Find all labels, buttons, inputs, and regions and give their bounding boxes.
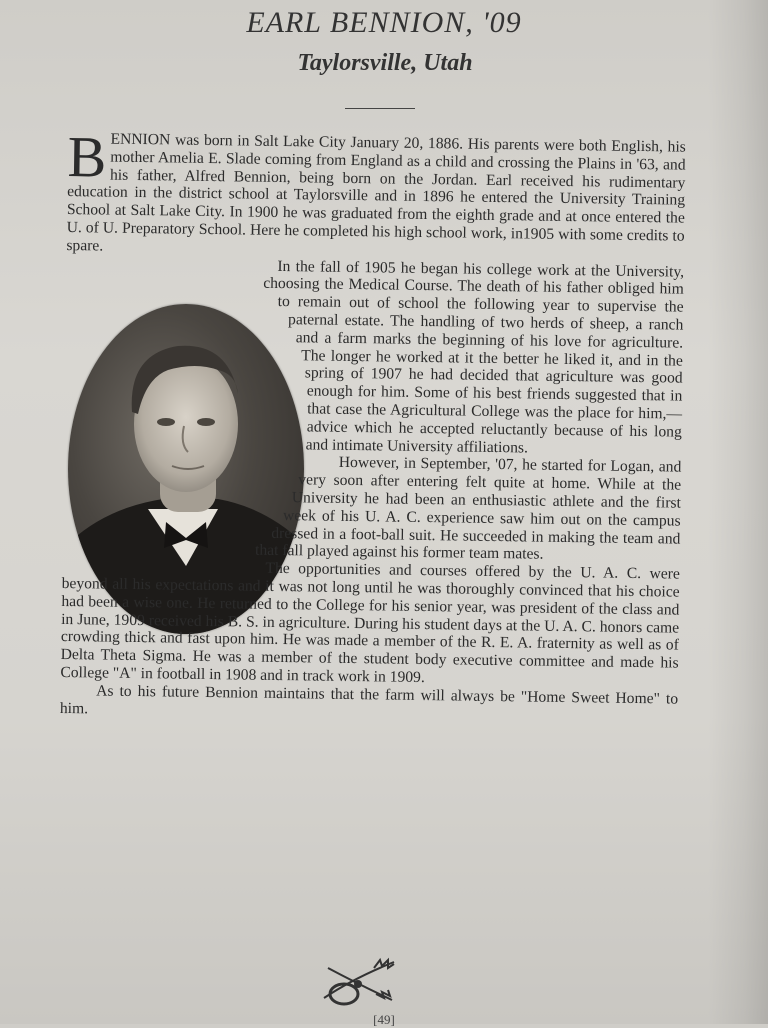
page-subtitle: Taylorsville, Utah xyxy=(297,50,473,76)
paragraph-2: In the fall of 1905 he began his college work at the University, choosing the Medical Course. The death of his father obliged him to remain out of school the following year to supervise the paternal estate. The handling of two herds of sheep, a ranch and a farm marks the beginning of his love for agriculture. The longer he worked at it the better he liked it, and in the spring of 1907 he had decided that agriculture was good enough for him. Some of his best friends suggested that in that case the Agricultural College was the place for him,—advice which he accepted reluctantly because of his long and intimate University affiliations. xyxy=(263,257,685,456)
page-shadow xyxy=(708,0,768,1024)
page-title: EARL BENNION, '09 xyxy=(246,6,522,39)
title-divider xyxy=(345,108,415,109)
paragraph-4: The opportunities and courses offered by the U. A. C. were beyond all his expectations and it was not long until he was thoroughly convinced that his choice had been a wise one. He returned to the College for his senior year, was president of the class and in June, 1909 received his B. S. in agriculture. During his student days at the U. A. C. honors came crowding thick and fast upon him. He was made a member of the R. E. A. fraternity as well as of Delta Theta Sigma. He was a member of the student body executive committee and made his College "A" in football in 1908 and in track work in 1909. xyxy=(60,559,680,686)
biography-text xyxy=(59,124,686,726)
drop-cap: B xyxy=(67,124,107,190)
paragraph-1 xyxy=(66,124,686,263)
paragraph-5: As to his future Bennion maintains that the farm will always be "Home Sweet Home" to him. xyxy=(59,682,679,717)
paragraph-3: However, in September, '07, he started for Logan, and very soon after entering felt quite at home. While at the University he had been an enthusiastic athlete and the first week of his U. A. C. experience saw him out on the campus dressed in a foot-ball suit. He succeeded in making the team and that fall played against his former team mates. xyxy=(254,454,682,564)
wheat-ornament-icon xyxy=(314,948,402,1012)
lead-word: ENNION xyxy=(110,130,171,149)
paragraph-1-text: was born in Salt Lake City January 20, 1886. His parents were both English, his mother Amelia E. Slade coming from England as a child and crossing the Plains in '63, and his father, Alfred Bennion, being born on the Jordan. Earl received his rudimentary education in the district school at Taylorsville and in 1896 he entered the University Training School at Salt Lake City. In 1900 he was graduated from the eighth grade and at once entered the U. of U. Preparatory School. Here he completed his high school work, in1905 with some credits to spare. xyxy=(66,131,686,255)
page-number: [49] xyxy=(373,1012,395,1027)
